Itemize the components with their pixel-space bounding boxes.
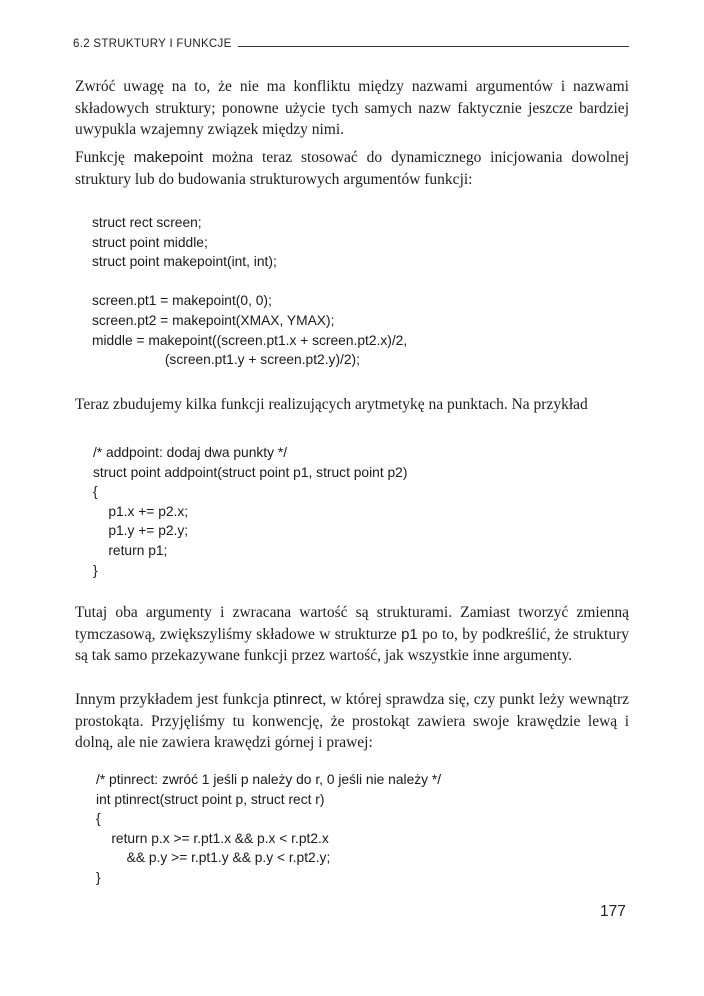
code-line: { xyxy=(93,484,98,500)
inline-code-makepoint: makepoint xyxy=(133,149,203,166)
paragraph-argument-names: Zwróć uwagę na to, że nie ma konfliktu między nazwami argumentów i nazwami składowych struktury; ponowne użycie tych samych nazw faktycznie jeszcze bardziej uwypukla wzajemny związek między nimi. xyxy=(75,78,629,138)
code-line: struct point addpoint(struct point p1, struct point p2) xyxy=(93,464,408,480)
code-line: p1.y += p2.y; xyxy=(93,523,189,539)
code-line: } xyxy=(93,562,98,578)
code-line: && p.y >= r.pt1.y && p.y < r.pt2.y; xyxy=(96,850,331,866)
code-line: struct rect screen; xyxy=(92,215,202,230)
code-line: p1.x += p2.x; xyxy=(93,503,189,519)
code-block-addpoint xyxy=(93,443,407,580)
text-run: Funkcję xyxy=(75,149,134,166)
text-run: Innym przykładem jest funkcja xyxy=(75,691,274,708)
inline-code-ptinrect: ptinrect xyxy=(273,691,323,708)
code-line: /* addpoint: dodaj dwa punkty */ xyxy=(93,445,288,460)
header-rule xyxy=(238,46,629,47)
code-line: screen.pt1 = makepoint(0, 0); xyxy=(92,293,272,309)
text-run: , w której sprawdza się, czy punkt leży wewnątrz prostokąta. Przyjęliśmy tu konwencję, że prostokąt zawiera swoje krawędzie lewą i dolną, ale nie zawiera krawędzi górnej i prawej: xyxy=(75,691,630,751)
running-header xyxy=(73,38,629,50)
section-title: 6.2 STRUKTURY I FUNKCJE xyxy=(73,38,232,50)
text-run: po to, by podkreślić, że struktury są tak samo przekazywane funkcji przez wartość, jak wszystkie inne argumenty. xyxy=(75,625,629,664)
code-line: return p.x >= r.pt1.x && p.x < r.pt2.x xyxy=(96,830,329,846)
paragraph-makepoint-usage xyxy=(75,147,629,190)
code-line: return p1; xyxy=(93,542,168,558)
code-line: struct point makepoint(int, int); xyxy=(92,254,277,270)
inline-code-p1: p1 xyxy=(401,625,418,643)
code-line: screen.pt2 = makepoint(XMAX, YMAX); xyxy=(92,312,335,328)
text-run: Tutaj oba argumenty i zwracana wartość są strukturami. Zamiast tworzyć zmienną tymczasową, zwiększyliśmy składowe w strukturze xyxy=(75,604,629,643)
code-line: } xyxy=(96,869,101,885)
code-line: int ptinrect(struct point p, struct rect r) xyxy=(96,791,325,807)
paragraph-point-arithmetic: Teraz zbudujemy kilka funkcji realizujących arytmetykę na punktach. Na przykład xyxy=(75,396,588,413)
code-line: /* ptinrect: zwróć 1 jeśli p należy do r, 0 jeśli nie należy */ xyxy=(96,772,442,787)
paragraph-ptinrect xyxy=(75,689,629,754)
code-block-ptinrect xyxy=(96,770,441,888)
code-line xyxy=(92,272,407,292)
code-block-makepoint-usage xyxy=(92,213,407,370)
code-line: struct point middle; xyxy=(92,234,208,250)
text-run: można teraz stosować do dynamicznego inicjowania dowolnej struktury lub do budowania strukturowych argumentów funkcji: xyxy=(75,149,630,188)
paragraph-struct-by-value xyxy=(75,602,629,667)
page-number: 177 xyxy=(600,903,626,920)
code-line: middle = makepoint((screen.pt1.x + screen.pt2.x)/2, xyxy=(92,332,408,348)
code-line: { xyxy=(96,811,101,827)
code-line: (screen.pt1.y + screen.pt2.y)/2); xyxy=(92,352,360,368)
